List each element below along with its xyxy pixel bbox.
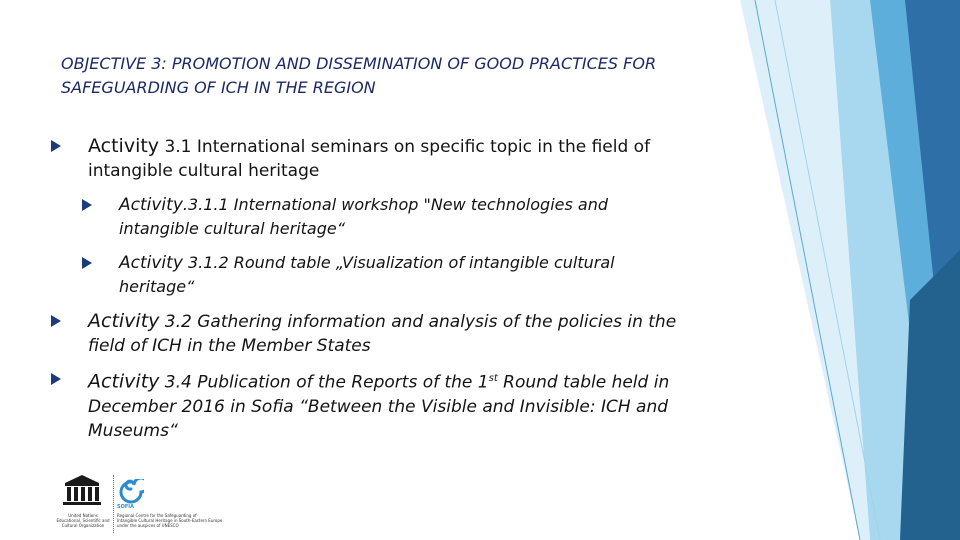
footer-logos bbox=[55, 473, 315, 537]
regional-centre-spiral-logo-icon bbox=[118, 479, 144, 505]
logo-divider bbox=[113, 475, 114, 533]
bullet-lead: Activity bbox=[119, 195, 183, 215]
bullet-activity-3-1-2 bbox=[82, 251, 682, 299]
regional-centre-caption: Regional Centre for the Safeguarding of Intangible Cultural Heritage in South-Eastern Europe under the auspices of UNESCO bbox=[117, 513, 223, 528]
bullet-text: 3.2 Gathering information and analysis of the policies in the field of ICH in the Member States bbox=[88, 312, 677, 356]
bullet-text: 3.1 International seminars on specific topic in the field of intangible cultural heritage bbox=[88, 137, 651, 181]
bullet-arrow-icon bbox=[51, 373, 61, 385]
bullet-activity-3-2 bbox=[51, 309, 711, 358]
unesco-caption: United Nations Educational, Scientific and Cultural Organization bbox=[56, 513, 110, 528]
unesco-temple-logo-icon bbox=[57, 473, 107, 509]
bullet-lead: Activity bbox=[88, 310, 160, 332]
bullet-superscript: st bbox=[488, 373, 498, 384]
bullet-arrow-icon bbox=[82, 257, 92, 269]
bullet-text: .3.1.1 International workshop "New technologies and intangible cultural heritage“ bbox=[119, 195, 608, 238]
bullet-lead: Activity bbox=[88, 370, 160, 393]
bullet-activity-3-1 bbox=[51, 134, 711, 183]
bullet-lead: Activity bbox=[119, 253, 183, 273]
bullet-arrow-icon bbox=[82, 199, 92, 211]
bullet-activity-3-4 bbox=[51, 367, 711, 443]
sofia-label: SOFIA bbox=[117, 504, 134, 510]
bullet-text-continued: Round table held in December 2016 in Sofia “Between the Visible and Invisible: ICH and Museums“ bbox=[88, 372, 670, 441]
slide-title: OBJECTIVE 3: PROMOTION AND DISSEMINATION OF GOOD PRACTICES FOR SAFEGUARDING OF ICH IN THE REGION bbox=[61, 54, 657, 97]
bullet-activity-3-1-1 bbox=[82, 193, 682, 241]
bullet-arrow-icon bbox=[51, 140, 61, 152]
bullet-text: 3.1.2 Round table „Visualization of intangible cultural heritage“ bbox=[119, 253, 615, 296]
bullet-text: 3.4 Publication of the Reports of the 1 bbox=[159, 372, 489, 393]
bullet-lead: Activity bbox=[88, 135, 160, 157]
bullet-arrow-icon bbox=[51, 315, 61, 327]
